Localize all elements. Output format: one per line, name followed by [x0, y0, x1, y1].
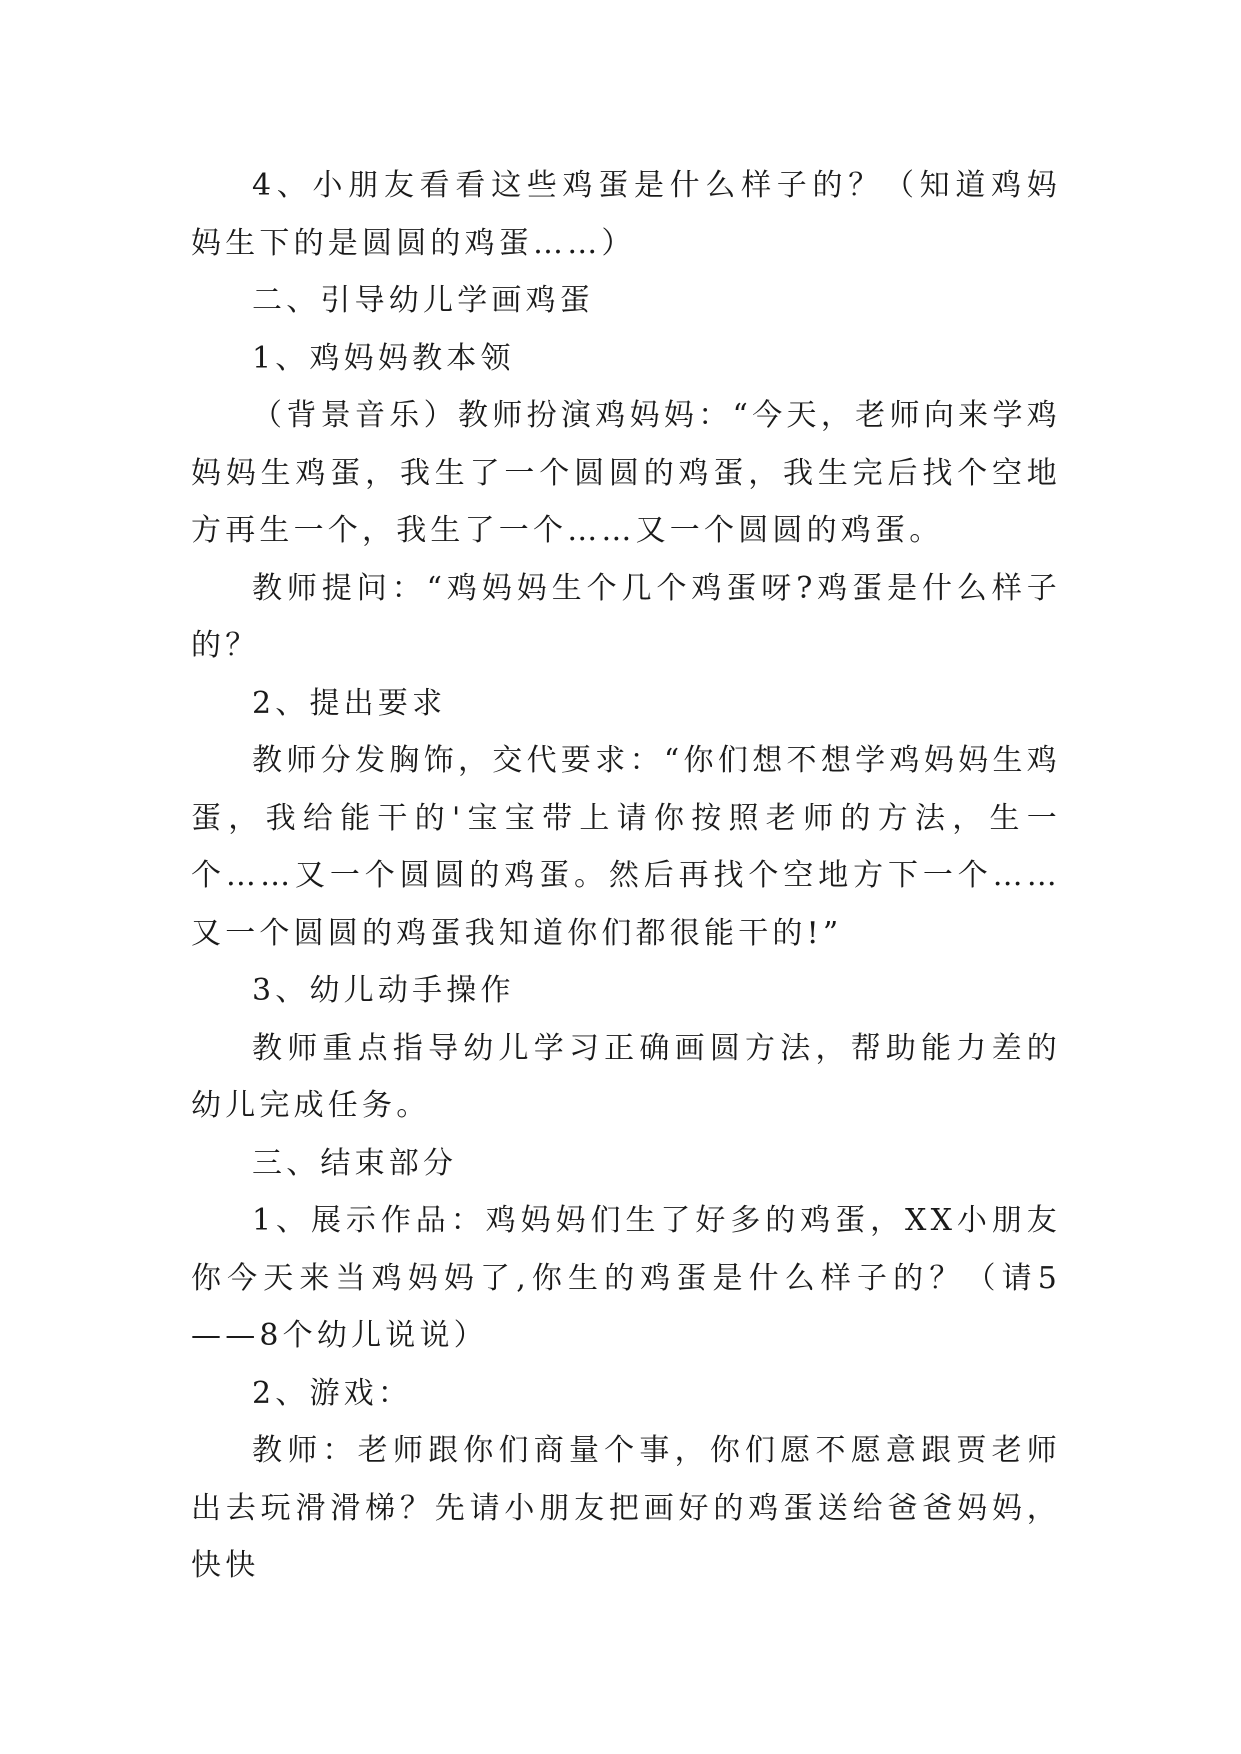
section-heading-3: 三、结束部分	[252, 1145, 458, 1181]
paragraph-teacher-question: 教师提问：“鸡妈妈生个几个鸡蛋呀?鸡蛋是什么样子的？	[191, 570, 1061, 663]
paragraph-teacher-role-play: （背景音乐）教师扮演鸡妈妈：“今天，老师向来学鸡妈妈生鸡蛋，我生了一个圆圆的鸡蛋，我生完后找个空地方再生一个，我生了一个……又一个圆圆的鸡蛋。	[191, 398, 1061, 548]
paragraph-teacher-game: 教师：老师跟你们商量个事，你们愿不愿意跟贾老师出去玩滑滑梯？先请小朋友把画好的鸡蛋送给爸爸妈妈，快快	[191, 1433, 1061, 1583]
document-body	[191, 157, 1061, 1595]
subheading-hen-teaches: 1、鸡妈妈教本领	[252, 340, 515, 376]
paragraph-teacher-requirements: 教师分发胸饰，交代要求：“你们想不想学鸡妈妈生鸡蛋，我给能干的'宝宝带上请你按照老师的方法，生一个……又一个圆圆的鸡蛋。然后再找个空地方下一个……又一个圆圆的鸡蛋我知道你们都很能干的!”	[191, 743, 1061, 951]
section-heading-2: 二、引导幼儿学画鸡蛋	[252, 283, 594, 318]
paragraph-step-4-observe-eggs: 4、小朋友看看这些鸡蛋是什么样子的？（知道鸡妈妈生下的是圆圆的鸡蛋……）	[191, 168, 1061, 261]
subheading-hands-on: 3、幼儿动手操作	[252, 973, 515, 1008]
paragraph-show-works: 1、展示作品：鸡妈妈们生了好多的鸡蛋，XX小朋友你今天来当鸡妈妈了,你生的鸡蛋是什么样子的？（请5——8个幼儿说说）	[191, 1203, 1061, 1353]
subheading-requirements: 2、提出要求	[252, 685, 447, 721]
subheading-game: 2、游戏：	[252, 1375, 413, 1411]
paragraph-teacher-guidance: 教师重点指导幼儿学习正确画圆方法，帮助能力差的幼儿完成任务。	[191, 1030, 1061, 1123]
